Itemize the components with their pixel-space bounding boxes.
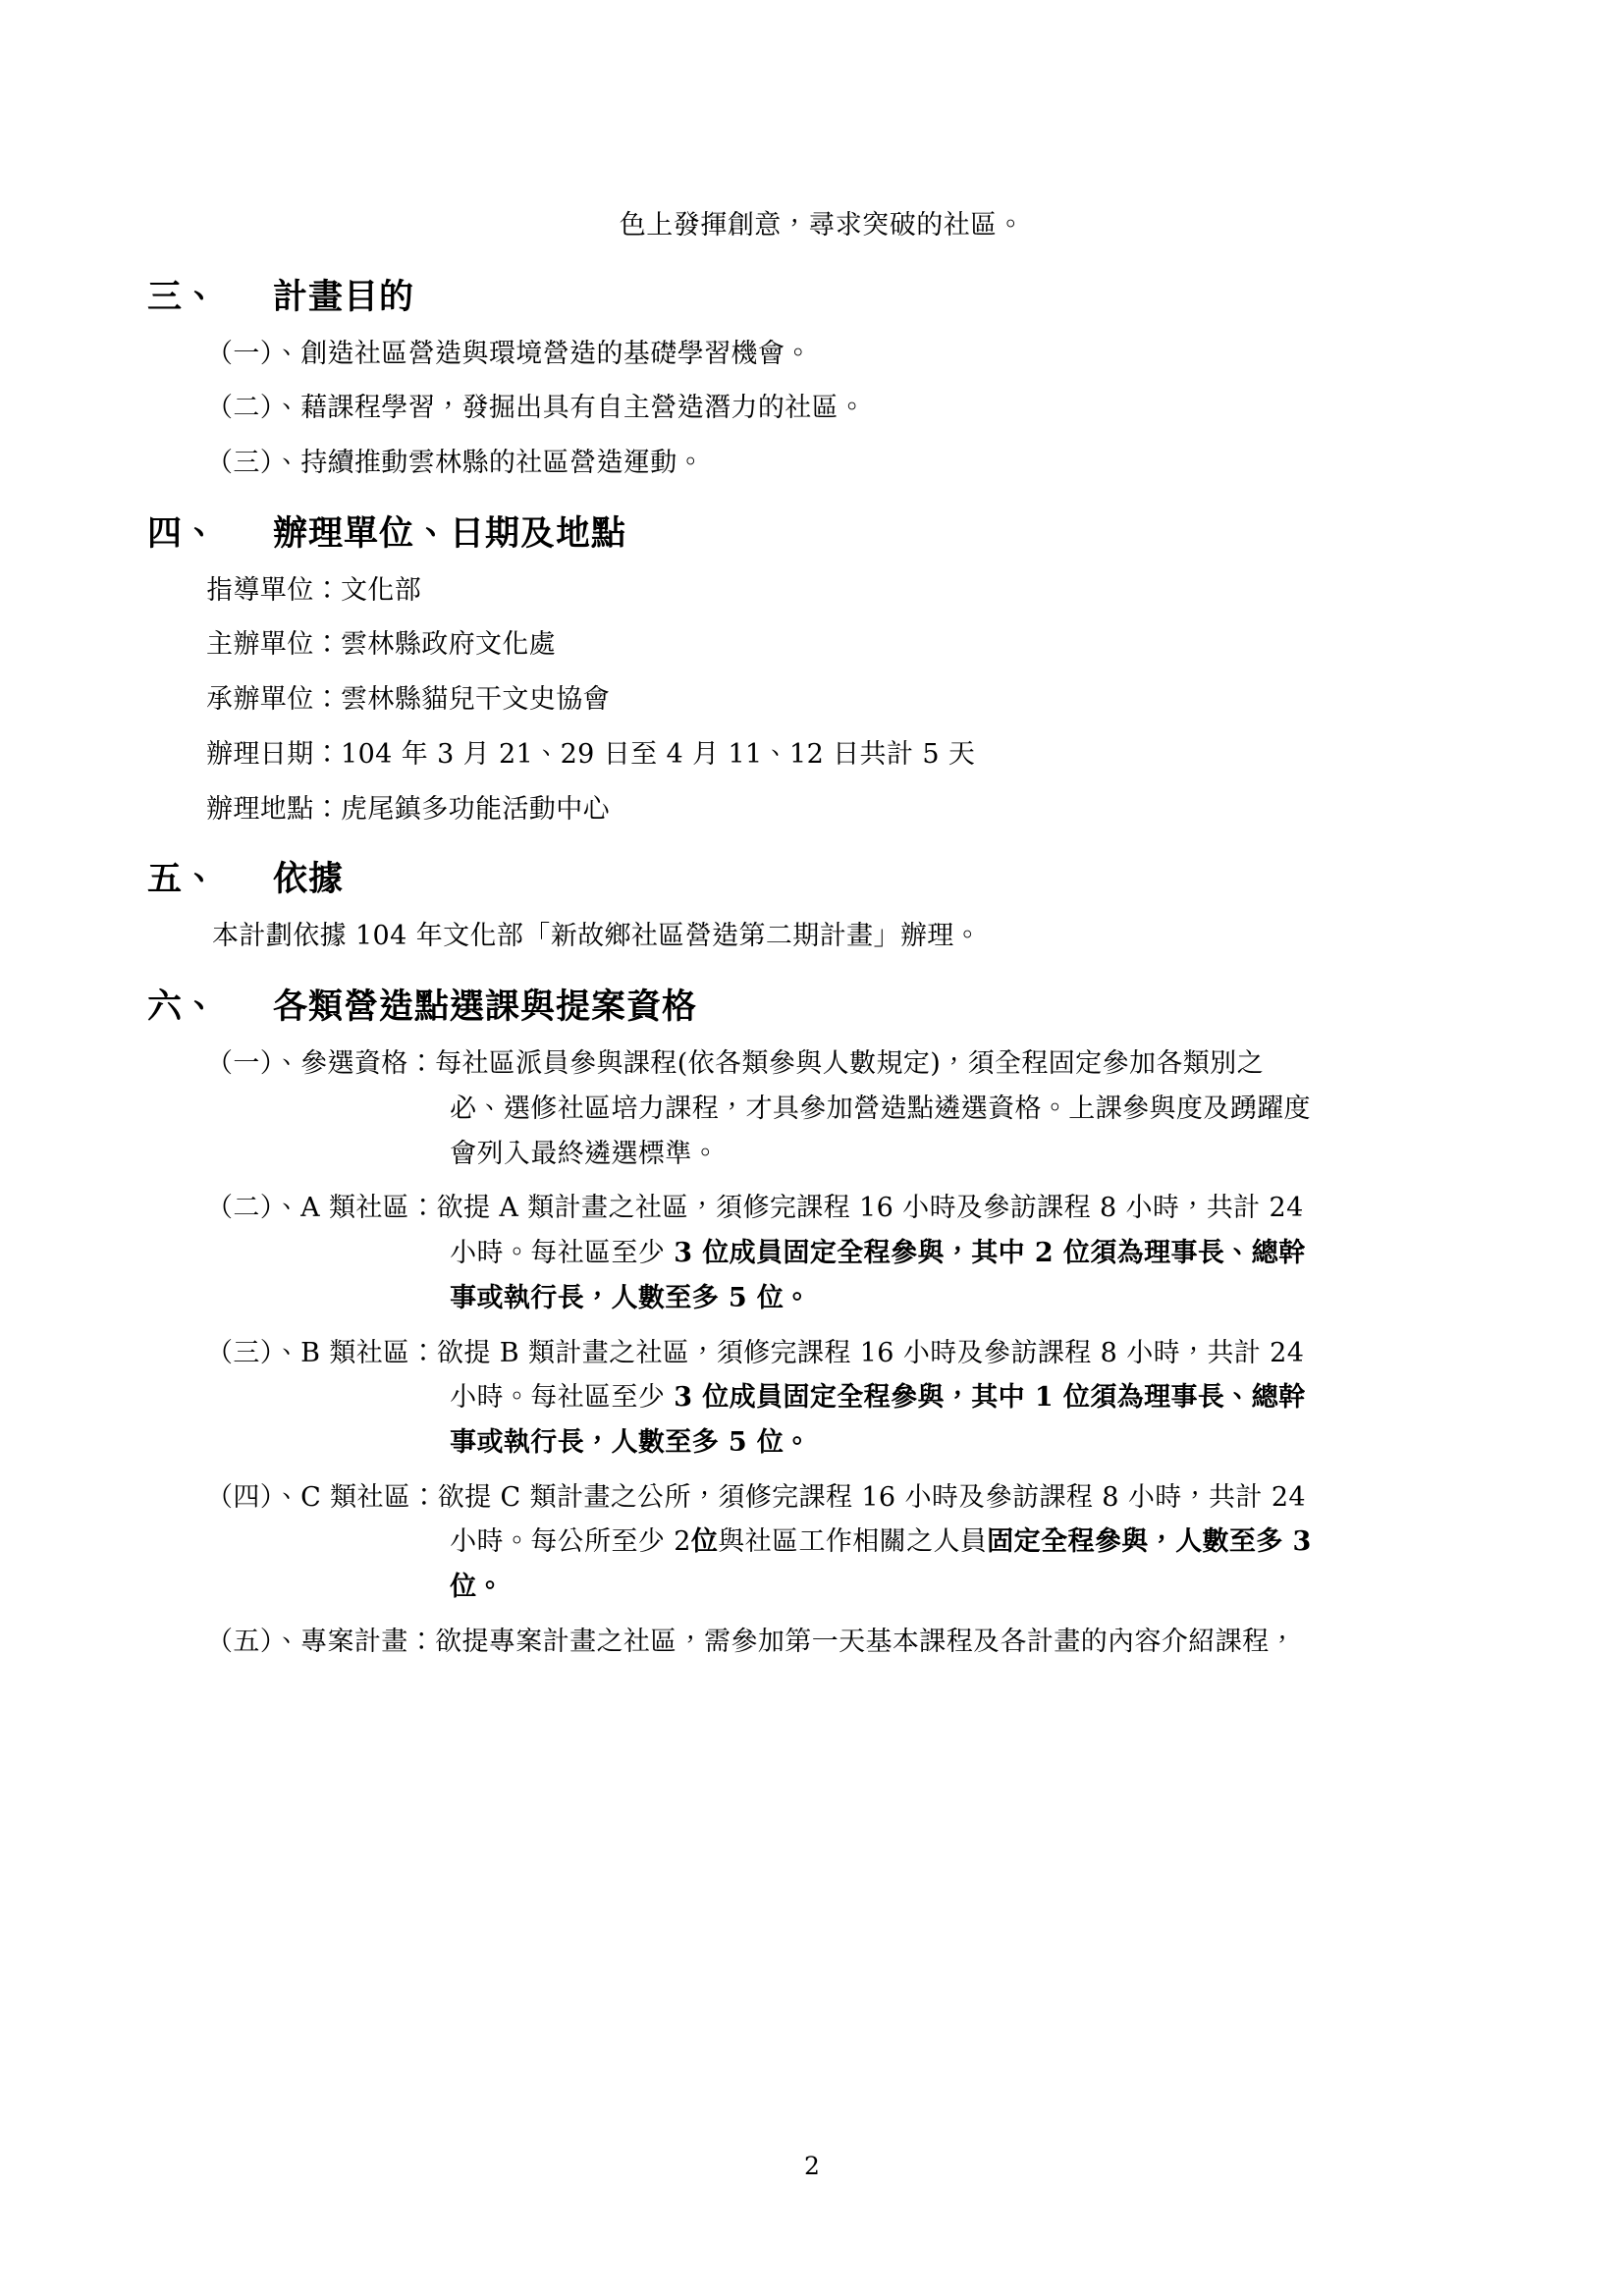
section-number: 五、	[147, 859, 219, 900]
section-heading-5	[147, 852, 1437, 901]
item-text-plain: 小時。每社區至少	[450, 1238, 675, 1269]
list-item	[147, 387, 1437, 430]
list-item	[147, 1187, 1437, 1319]
info-line-venue: 辦理地點：虎尾鎮多功能活動中心	[206, 793, 610, 825]
item-text-cont	[300, 1376, 1437, 1419]
list-item	[147, 1621, 1437, 1664]
item-text: 藉課程學習，發掘出具有自主營造潛力的社區。	[300, 393, 866, 424]
item-text-bold: 事或執行長，人數至多 5 位。	[450, 1282, 811, 1313]
item-text-cont	[300, 1232, 1437, 1275]
item-text-bold-2: 固定全程參與，人數至多 3	[987, 1526, 1312, 1558]
section-title: 依據	[273, 859, 345, 900]
continued-line: 色上發揮創意，尋求突破的社區。	[619, 210, 1025, 240]
item-text-bold: 3 位成員固定全程參與，其中 2 位須為理事長、總幹	[674, 1238, 1306, 1269]
item-marker: （二）、	[206, 1193, 301, 1224]
list-item	[147, 442, 1437, 485]
section-number: 四、	[147, 512, 219, 554]
section-number: 三、	[147, 276, 219, 317]
item-text-plain-2: 與社區工作相關之人員	[718, 1526, 988, 1558]
item-marker: （四）、	[206, 1481, 301, 1513]
list-item	[147, 1476, 1437, 1609]
item-text-cont	[300, 1521, 1437, 1564]
item-text-bold: 事或執行長，人數至多 5 位。	[450, 1426, 811, 1458]
info-line-organizer-main: 主辦單位：雲林縣政府文化處	[206, 629, 557, 661]
list-item	[147, 333, 1437, 376]
info-line-dates: 辦理日期：104 年 3 月 21、29 日至 4 月 11、12 日共計 5 天	[206, 738, 976, 770]
item-text: A 類社區：欲提 A 類計畫之社區，須修完課程 16 小時及參訪課程 8 小時，共計 24	[300, 1193, 1304, 1224]
item-text-plain: 小時。每社區至少	[450, 1382, 675, 1414]
item-text-cont: 會列入最終遴選標準。	[450, 1138, 720, 1169]
list-item	[147, 1042, 1437, 1175]
item-text: 參選資格：每社區派員參與課程(依各類參與人數規定)，須全程固定參加各類別之	[300, 1048, 1264, 1080]
item-text: 創造社區營造與環境營造的基礎學習機會。	[300, 338, 812, 369]
basis-text: 本計劃依據 104 年文化部「新故鄉社區營造第二期計畫」辦理。	[212, 921, 982, 952]
item-marker: （五）、	[206, 1626, 301, 1657]
item-text-bold: 位	[690, 1526, 719, 1558]
section-heading-4	[147, 507, 1437, 556]
page-number: 2	[804, 2152, 820, 2180]
item-text-cont: 必、選修社區培力課程，才具參加營造點遴選資格。上課參與度及踴躍度	[450, 1093, 1311, 1124]
item-text: 專案計畫：欲提專案計畫之社區，需參加第一天基本課程及各計畫的內容介紹課程，	[300, 1626, 1296, 1657]
section-heading-6	[147, 980, 1437, 1029]
info-line-organizer-exec: 承辦單位：雲林縣貓兒干文史協會	[206, 684, 610, 716]
section-number: 六、	[147, 987, 219, 1028]
item-marker: （一）、	[206, 1048, 301, 1080]
item-text: 持續推動雲林縣的社區營造運動。	[300, 447, 705, 478]
info-line-organizer-guide: 指導單位：文化部	[206, 574, 422, 606]
item-text: C 類社區：欲提 C 類計畫之公所，須修完課程 16 小時及參訪課程 8 小時，共計 24	[300, 1481, 1306, 1513]
section-title: 辦理單位、日期及地點	[273, 512, 627, 554]
item-marker: （三）、	[206, 1337, 301, 1368]
section-title: 各類營造點選課與提案資格	[273, 987, 698, 1028]
item-marker: （一）、	[206, 338, 301, 369]
item-text-plain: 小時。每公所至少 2	[450, 1526, 691, 1558]
item-text-bold: 3 位成員固定全程參與，其中 1 位須為理事長、總幹	[674, 1382, 1306, 1414]
item-text-bold: 位。	[450, 1572, 504, 1603]
section-title: 計畫目的	[273, 276, 415, 317]
item-marker: （三）、	[206, 447, 301, 478]
item-marker: （二）、	[206, 393, 301, 424]
item-text: B 類社區：欲提 B 類計畫之社區，須修完課程 16 小時及參訪課程 8 小時，共計 24	[300, 1337, 1305, 1368]
section-heading-3	[147, 270, 1437, 319]
list-item	[147, 1332, 1437, 1465]
